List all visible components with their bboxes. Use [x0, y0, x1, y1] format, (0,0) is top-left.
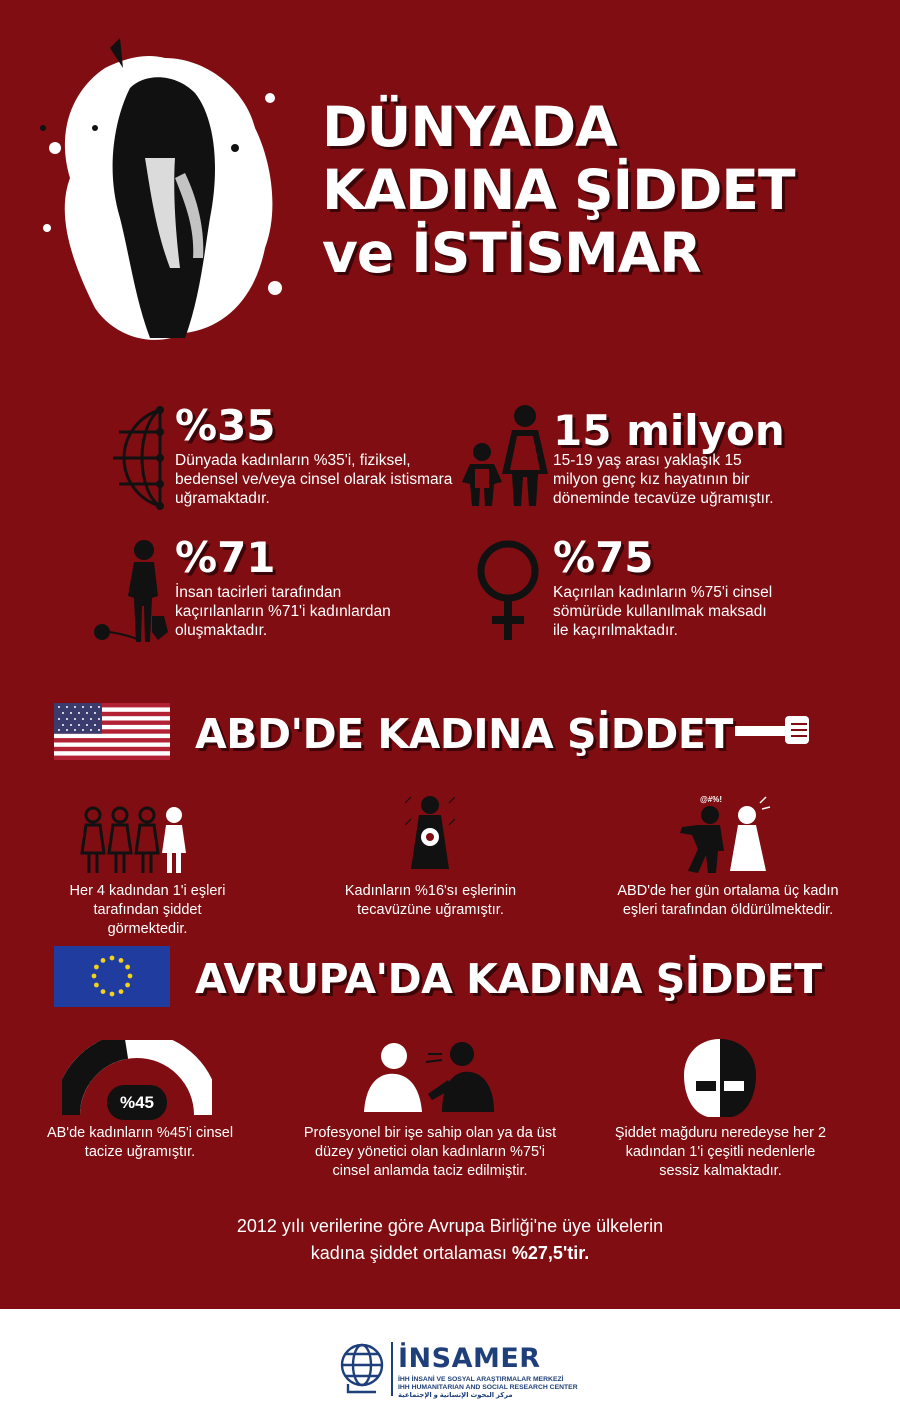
footer-line-1: İHH İNSANİ VE SOSYAL ARAŞTIRMALAR MERKEZİ [398, 1376, 564, 1383]
pregnant-woman-icon [405, 795, 455, 873]
gauge-chart [62, 1040, 212, 1120]
summary-text: kadına şiddet ortalaması [310, 1243, 507, 1263]
title-line-3: ve İSTİSMAR [322, 221, 701, 285]
eu-flag-icon [54, 946, 170, 1007]
footer-divider [391, 1342, 393, 1396]
summary-line-1: 2012 yılı verilerine göre Avrupa Birliği'ne üye ülkelerin [236, 1216, 664, 1236]
europe-summary [0, 1213, 900, 1267]
summary-line-2 [0, 1240, 900, 1267]
insamer-brand: İNSAMER [398, 1343, 541, 1374]
woman-and-girl-icon [460, 402, 550, 512]
globe-icon [105, 402, 167, 512]
stat-text-71: İnsan tacirleri tarafından kaçırılanların %71'i kadınlardan oluşmaktadır. [175, 584, 391, 639]
europe-section-title: AVRUPA'DA KADINA ŞİDDET [195, 955, 822, 1003]
title-line-1: DÜNYADA [322, 95, 617, 159]
usa-fact-3: ABD'de her gün ortalama üç kadın eşleri tarafından öldürülmektedir. [617, 883, 839, 918]
female-symbol-icon [470, 538, 546, 642]
title-line-2: KADINA ŞİDDET [322, 158, 795, 222]
gauge-label: %45 [119, 1093, 155, 1112]
footer-line-3: مركز البحوث الإنسانية و الإجتماعية [398, 1392, 513, 1399]
silenced-woman-icon [678, 1035, 762, 1119]
usa-flag-icon [54, 703, 170, 760]
trafficked-woman-icon [92, 536, 170, 644]
stat-value-75: %75 [553, 533, 654, 582]
stat-value-71: %71 [175, 533, 276, 582]
stat-value-35: %35 [175, 401, 276, 450]
footer-line-2: IHH HUMANITARIAN AND SOCIAL RESEARCH CENTER [398, 1384, 578, 1391]
usa-fact-2: Kadınların %16'sı eşlerinin tecavüzüne uğramıştır. [344, 883, 517, 918]
europe-fact-2: Profesyonel bir işe sahip olan ya da üst düzey yönetici olan kadınların %75'i cinsel anlamda taciz edilmiştir. [303, 1125, 557, 1179]
stat-text-35: Dünyada kadınların %35'i, fiziksel, bedensel ve/veya cinsel olarak istismara uğramaktadır. [175, 452, 453, 507]
stat-text-15-milyon: 15-19 yaş arası yaklaşık 15 milyon genç kız hayatının bir döneminde tecavüze uğramıştır. [553, 452, 774, 507]
hero-illustration [35, 28, 285, 358]
fist-icon [735, 712, 811, 748]
europe-fact-1: AB'de kadınların %45'i cinsel tacize uğramıştır. [46, 1125, 234, 1160]
stat-value-15-milyon: 15 milyon [553, 406, 785, 455]
usa-section-title: ABD'DE KADINA ŞİDDET [195, 710, 733, 758]
europe-fact-3: Şiddet mağduru neredeyse her 2 kadından 1'i çeşitli nedenlerle sessiz kalmaktadır. [614, 1125, 827, 1179]
summary-value: %27,5'tir. [511, 1243, 590, 1263]
page-title [322, 96, 795, 285]
usa-fact-1: Her 4 kadından 1'i eşleri tarafından şiddet görmektedir. [69, 883, 226, 937]
stat-text-75: Kaçırılan kadınların %75'i cinsel sömürüde kullanılmak maksadı ile kaçırılmaktadır. [553, 584, 773, 639]
domestic-violence-icon [672, 795, 782, 875]
insamer-globe-logo [338, 1342, 388, 1398]
harassment-icon [362, 1040, 497, 1115]
four-women-icon [80, 805, 188, 875]
usa-shout-text: @#%! [700, 795, 723, 804]
